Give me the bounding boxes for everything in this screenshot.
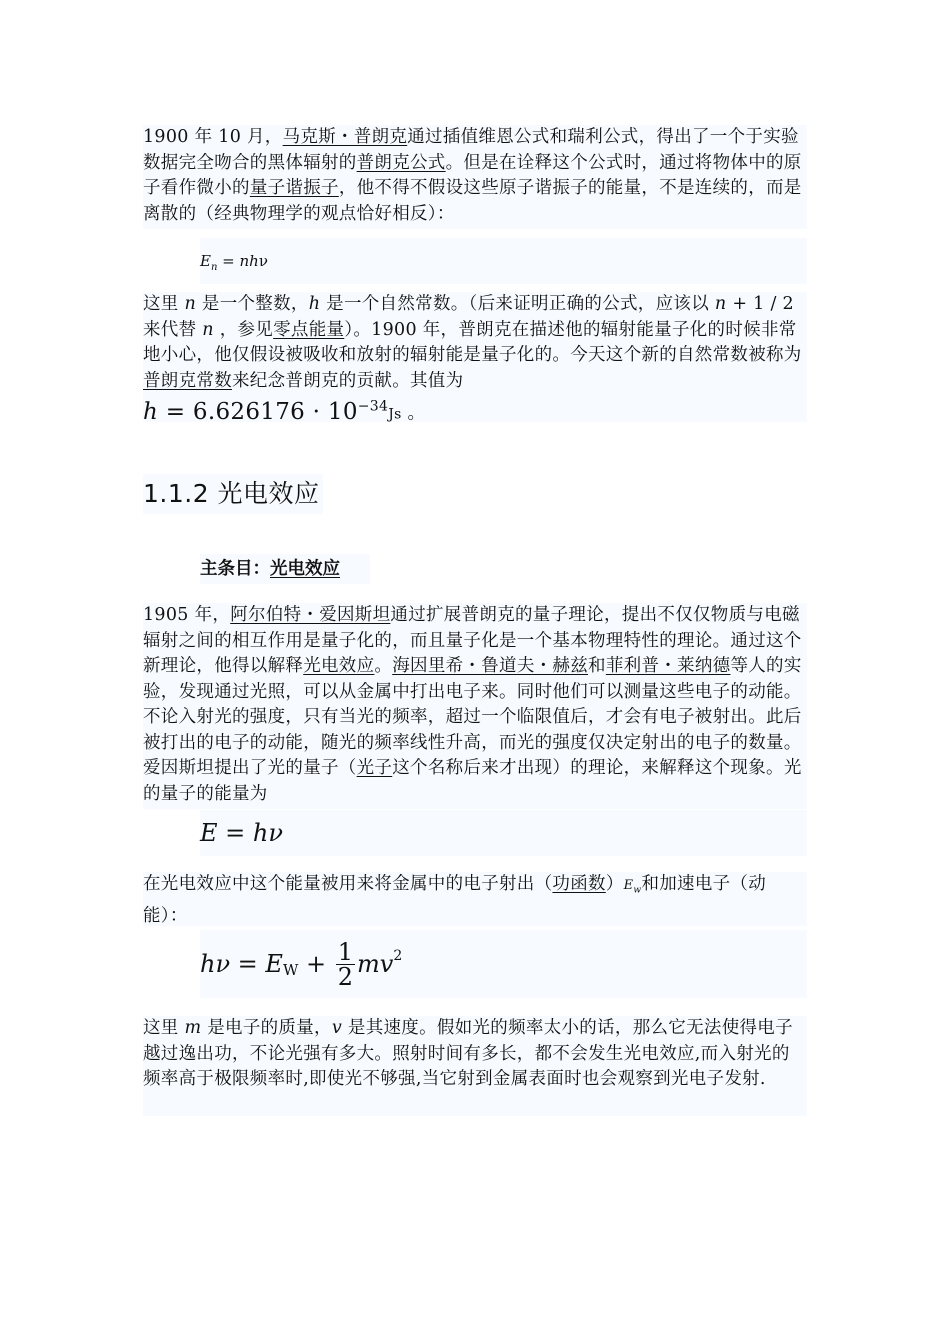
text: 这里 [143, 1018, 185, 1038]
link-einstein[interactable]: 阿尔伯特・爱因斯坦 [230, 605, 391, 625]
text: ） [605, 874, 624, 894]
paragraph-blackbody [143, 125, 807, 229]
plus: + [298, 950, 334, 978]
paragraph-threshold [143, 1016, 807, 1116]
subscript-W: W [282, 961, 299, 979]
text: 来纪念普朗克的贡献。其值为 [232, 370, 464, 391]
formula-einstein-photoelectric [200, 930, 807, 998]
numerator: 1 [337, 937, 354, 966]
equals: = [217, 252, 240, 270]
text: 1905 年， [143, 605, 231, 625]
section-title: 1.1.2 光电效应 [143, 479, 320, 508]
text: 。 [401, 403, 426, 424]
link-photon[interactable]: 光子 [356, 758, 393, 778]
text: 1900 年 10 月， [143, 127, 283, 147]
planck-value-formula [143, 399, 388, 425]
text: 通过扩展普朗克的量子理论，提出不仅仅物质与电磁辐射之间的相互作用是量子化的，而且量子化是一个基本物理特性的理论。通过这个新理论，他得以解释 [143, 605, 802, 676]
symbol-h: h [308, 294, 321, 314]
equals: = [217, 819, 253, 847]
symbol-E: E [623, 878, 634, 893]
symbol-mv: mv [357, 950, 394, 978]
link-lenard[interactable]: 菲利普・莱纳德 [605, 656, 731, 676]
symbol-E: E [200, 819, 218, 847]
symbol-E: E [265, 950, 283, 978]
symbol-nh: nh [239, 252, 259, 270]
link-hertz[interactable]: 海因里希・鲁道夫・赫兹 [392, 656, 589, 676]
symbol-v: v [331, 1018, 343, 1038]
paragraph-planck-constant [143, 292, 807, 425]
link-photoelectric-effect-main[interactable]: 光电效应 [270, 559, 340, 579]
paragraph-photoelectric [143, 603, 807, 809]
link-max-planck[interactable]: 马克斯・普朗克 [282, 127, 408, 147]
link-planck-law[interactable]: 普朗克公式 [356, 152, 446, 173]
symbol-n: n [202, 319, 214, 340]
text: ，参见 [213, 319, 274, 340]
text: 是电子的质量， [201, 1018, 332, 1038]
main-entry [200, 554, 370, 584]
text: 和 [588, 656, 606, 676]
symbol-n: n [184, 294, 197, 314]
fraction-half [336, 937, 355, 991]
symbol-nu: ν [258, 252, 268, 270]
symbol-n: n [714, 294, 727, 314]
text: 和加速电子（动能）： [143, 874, 767, 927]
main-entry-label: 主条目： [200, 559, 270, 579]
symbol-E: E [200, 252, 211, 270]
text: 。 [374, 656, 393, 676]
formula-photon-energy [200, 810, 807, 856]
link-planck-constant[interactable]: 普朗克常数 [143, 370, 232, 391]
section-heading [143, 474, 323, 514]
text: ）。1900 年，普朗克在描述他的辐射能量子化的时候非常地小心，他仅假设被吸收和放射的辐射能是量子化的。今天这个新的自然常数被称为 [143, 319, 802, 365]
text: 这里 [143, 294, 185, 314]
text: 。但是在诠释这个公式时，通过将物体中的原子看作微小的 [143, 152, 802, 198]
text: 通过插值维恩公式和瑞利公式，得出了一个于实验数据完全吻合的黑体辐射的 [143, 127, 799, 173]
link-work-function[interactable]: 功函数 [552, 874, 606, 894]
symbol-Ew [623, 878, 642, 896]
text: 这个名称后来才出现）的理论，来解释这个现象。光的量子的能量为 [143, 758, 802, 804]
text: ，他不得不假设这些原子谐振子的能量，不是连续的，而是离散的（经典物理学的观点恰好相反）： [143, 178, 802, 224]
formula-energy-levels [200, 238, 807, 284]
equals: = [230, 950, 266, 978]
link-zero-point-energy[interactable]: 零点能量 [273, 319, 345, 340]
symbol-h-nu: hν [200, 950, 231, 978]
exponent: −34 [357, 398, 389, 414]
text: 是一个自然常数。（后来证明正确的公式，应该以 [320, 294, 715, 314]
symbol-h: h [143, 398, 159, 425]
text: 是一个整数， [196, 294, 309, 314]
text: 在光电效应中这个能量被用来将金属中的电子射出（ [143, 874, 553, 894]
link-photoelectric-effect[interactable]: 光电效应 [303, 656, 375, 676]
subscript-w: w [633, 885, 642, 896]
denominator: 2 [337, 962, 354, 991]
text: 是其速度。假如光的频率太小的话，那么它无法使得电子越过逸出功，不论光强有多大。照射时间有多长，都不会发生光电效应,而入射光的频率高于极限频率时,即使光不够强,当它射到金属表面时也会观察到光电子发射. [143, 1018, 793, 1089]
paragraph-work-function [143, 872, 807, 926]
text: 等人的实验，发现通过光照，可以从金属中打出电子来。同时他们可以测量这些电子的动能。不论入射光的强度，只有当光的频率，超过一个临限值后，才会有电子被射出。此后被打出的电子的动能，随光的频率线性升高，而光的强度仅决定射出的电子的数量。爱因斯坦提出了光的量子（ [143, 656, 802, 778]
text: + 1 / 2 来代替 [143, 294, 794, 340]
symbol-m: m [184, 1018, 202, 1038]
superscript-2: 2 [393, 948, 403, 964]
unit: Js [388, 406, 402, 423]
planck-value: = 6.626176 · 10 [158, 398, 358, 425]
subscript-n: n [210, 262, 218, 273]
symbol-h-nu: hν [252, 819, 283, 847]
link-quantum-oscillator[interactable]: 量子谐振子 [249, 178, 339, 198]
